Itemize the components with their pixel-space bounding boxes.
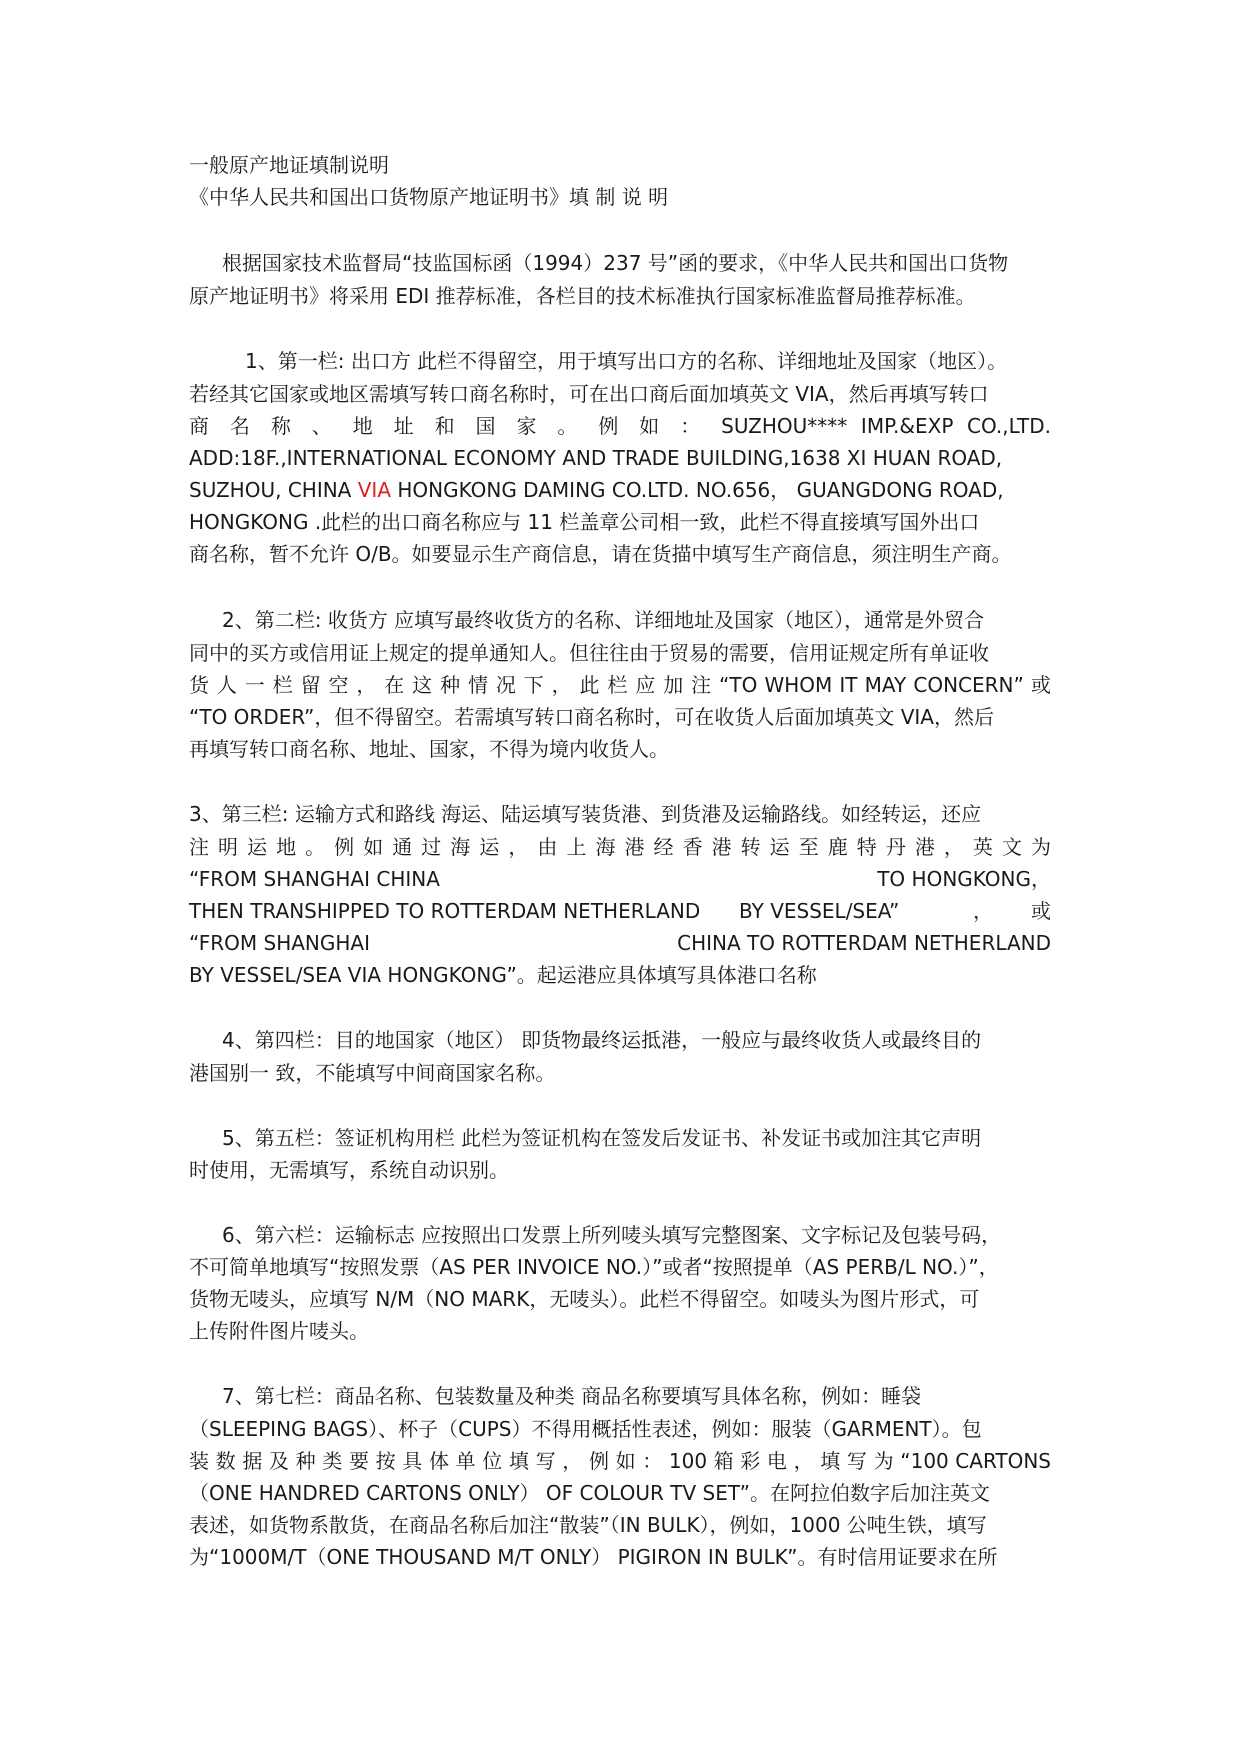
s7-line-6: 为“1000M/T（ONE THOUSAND M/T ONLY） PIGIRON IN BULK”。有时信用证要求在所 [189,1545,998,1569]
s7-line-1: 7、第七栏：商品名称、包装数量及种类 商品名称要填写具体名称，例如：睡袋 [222,1384,922,1408]
doc-title: 一般原产地证填制说明 [189,153,389,177]
s6-line-1: 6、第六栏：运输标志 应按照出口发票上所列唛头填写完整图案、文字标记及包装号码， [222,1223,1002,1247]
s3-line-4 [189,898,1051,924]
s1-line-4: ADD:18F.,INTERNATIONAL ECONOMY AND TRADE BUILDING,1638 XI HUAN ROAD, [189,446,1003,470]
s3-line-5 [189,930,1051,956]
intro-line-2: 原产地证明书》将采用 EDI 推荐标准，各栏目的技术标准执行国家标准监督局推荐标准。 [189,284,976,308]
s3-line-3-right: TO HONGKONG， [877,867,1051,891]
via-highlight: VIA [357,478,391,502]
s1-line-1: 1、第一栏: 出口方 此栏不得留空，用于填写出口方的名称、详细地址及国家（地区）。 [245,349,1008,373]
s6-line-4: 上传附件图片唛头。 [189,1319,369,1343]
s4-line-2: 港国别一 致，不能填写中间商国家名称。 [189,1061,556,1085]
s2-line-5: 再填写转口商名称、地址、国家，不得为境内收货人。 [189,737,669,761]
s1-line-7: 商名称，暂不允许 O/B。如要显示生产商信息，请在货描中填写生产商信息，须注明生产商。 [189,542,1012,566]
s6-line-3: 货物无唛头，应填写 N/M（NO MARK，无唛头）。此栏不得留空。如唛头为图片形式，可 [189,1287,980,1311]
s4-line-1: 4、第四栏：目的地国家（地区） 即货物最终运抵港，一般应与最终收货人或最终目的 [222,1028,982,1052]
s3-line-4-b: BY VESSEL/SEA” [739,899,900,923]
s2-line-2: 同中的买方或信用证上规定的提单通知人。但往往由于贸易的需要，信用证规定所有单证收 [189,641,989,665]
s6-line-2: 不可简单地填写“按照发票（AS PER INVOICE NO.）”或者“按照提单（AS PERB/L NO.）”， [189,1255,999,1279]
s3-line-6: BY VESSEL/SEA VIA HONGKONG”。起运港应具体填写具体港口名称 [189,963,817,987]
s3-line-3 [189,866,1051,892]
s3-line-4-d: 或 [1031,899,1051,923]
intro-line-1: 根据国家技术监督局“技监国标函（1994）237 号”函的要求，《中华人民共和国出口货物 [222,251,1009,275]
s3-line-4-a: THEN TRANSHIPPED TO ROTTERDAM NETHERLAND [189,899,701,923]
s1-line-5-start: SUZHOU, CHINA [189,478,358,502]
s2-line-3: 货 人 一 栏 留 空 ， 在 这 种 情 况 下 ， 此 栏 应 加 注 “TO WHOM IT MAY CONCERN” 或 [189,673,1051,697]
s7-line-4: （ONE HANDRED CARTONS ONLY） OF COLOUR TV SET”。在阿拉伯数字后加注英文 [189,1481,990,1505]
s5-line-2: 时使用，无需填写，系统自动识别。 [189,1158,509,1182]
s3-line-5-left: “FROM SHANGHAI [189,931,370,955]
s3-line-2: 注 明 运 地 。 例 如 通 过 海 运 ， 由 上 海 港 经 香 港 转 运 至 鹿 特 丹 港 ， 英 文 为 [189,835,1051,859]
doc-subtitle: 《中华人民共和国出口货物原产地证明书》填 制 说 明 [189,185,669,209]
s1-line-5-end: HONGKONG DAMING CO.LTD. NO.656， GUANGDONG ROAD, [391,478,1004,502]
s5-line-1: 5、第五栏：签证机构用栏 此栏为签证机构在签发后发证书、补发证书或加注其它声明 [222,1126,982,1150]
s7-line-5: 表述，如货物系散货，在商品名称后加注“散装”（IN BULK），例如，1000 公吨生铁，填写 [189,1513,987,1537]
s3-line-1: 3、第三栏: 运输方式和路线 海运、陆运填写装货港、到货港及运输路线。如经转运，还应 [189,802,982,826]
s7-line-2: （SLEEPING BAGS）、杯子（CUPS）不得用概括性表述，例如：服装（GARMENT）。包 [189,1417,982,1441]
s1-line-2: 若经其它国家或地区需填写转口商名称时，可在出口商后面加填英文 VIA，然后再填写转口 [189,382,989,406]
s2-line-1: 2、第二栏: 收货方 应填写最终收货方的名称、详细地址及国家（地区），通常是外贸合 [222,608,985,632]
s3-line-4-c: ， [973,899,993,923]
s1-line-3: 商 名 称 、 地 址 和 国 家 。 例 如 ： SUZHOU**** IMP.&EXP CO.,LTD. [189,414,1051,438]
s3-line-3-left: “FROM SHANGHAI CHINA [189,867,440,891]
s3-line-5-right: CHINA TO ROTTERDAM NETHERLAND [677,931,1051,955]
s2-line-4: “TO ORDER”，但不得留空。若需填写转口商名称时，可在收货人后面加填英文 VIA，然后 [189,705,994,729]
s1-line-6: HONGKONG .此栏的出口商名称应与 11 栏盖章公司相一致，此栏不得直接填写国外出口 [189,510,980,534]
s7-line-3: 装 数 据 及 种 类 要 按 具 体 单 位 填 写 ， 例 如 ： 100 箱 彩 电 ， 填 写 为 “100 CARTONS [189,1449,1051,1473]
s1-line-5 [189,477,1051,503]
